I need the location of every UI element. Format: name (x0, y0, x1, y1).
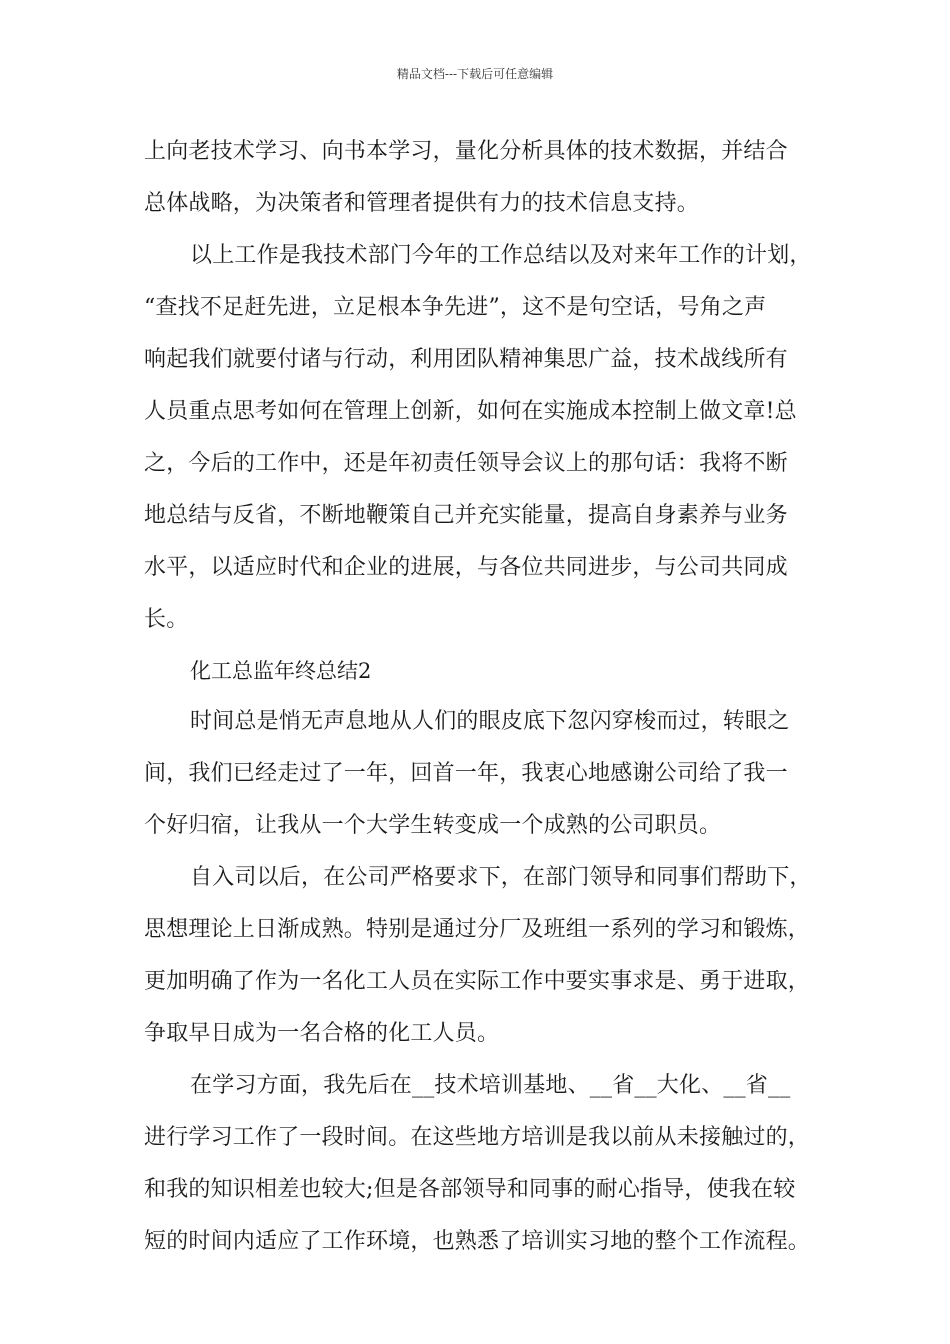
paragraph (144, 852, 826, 1060)
text-line: 思想理论上日渐成熟。特别是通过分厂及班组一系列的学习和锻炼， (144, 917, 811, 942)
text-line: 间，我们已经走过了一年，回首一年，我衷心地感谢公司给了我一 (144, 761, 788, 786)
text-line: 上向老技术学习、向书本学习，量化分析具体的技术数据，并结合 (144, 139, 788, 164)
paragraph (144, 696, 826, 852)
text-line: 在学习方面，我先后在__技术培训基地、__省__大化、__省__ (190, 1073, 791, 1098)
text-line: 时间总是悄无声息地从人们的眼皮底下忽闪穿梭而过，转眼之 (190, 709, 790, 734)
text-line: 进行学习工作了一段时间。在这些地方培训是我以前从未接触过的， (144, 1125, 811, 1150)
text-line: 长。 (144, 607, 189, 632)
text-line: 争取早日成为一名合格的化工人员。 (144, 1021, 500, 1046)
text-line: 个好归宿，让我从一个大学生转变成一个成熟的公司职员。 (144, 813, 722, 838)
text-line: 自入司以后，在公司严格要求下，在部门领导和同事们帮助下， (190, 865, 812, 890)
text-line: 短的时间内适应了工作环境，也熟悉了培训实习地的整个工作流程。 (144, 1229, 811, 1254)
text-line: 响起我们就要付诸与行动，利用团队精神集思广益，技术战线所有 (144, 347, 788, 372)
text-line: “查找不足赶先进，立足根本争先进”，这不是句空话，号角之声 (144, 295, 767, 320)
text-line: 更加明确了作为一名化工人员在实际工作中要实事求是、勇于进取， (144, 969, 811, 994)
paragraph (144, 230, 826, 646)
text-line: 人员重点思考如何在管理上创新，如何在实施成本控制上做文章!总 (144, 399, 797, 424)
text-line: 水平，以适应时代和企业的进展，与各位共同进步，与公司共同成 (144, 555, 788, 580)
text-line: 地总结与反省，不断地鞭策自己并充实能量，提高自身素养与业务 (144, 503, 788, 528)
text-line: 之，今后的工作中，还是年初责任领导会议上的那句话：我将不断 (144, 451, 788, 476)
paragraph (144, 1060, 826, 1268)
paragraph (144, 126, 826, 230)
page-header: 精品文档---下载后可任意编辑 (396, 67, 554, 81)
text-line: 以上工作是我技术部门今年的工作总结以及对来年工作的计划， (190, 243, 812, 268)
text-line: 和我的知识相差也较大;但是各部领导和同事的耐心指导，使我在较 (144, 1177, 796, 1202)
section-heading: 化工总监年终总结2 (190, 659, 372, 683)
document-body (144, 126, 826, 1268)
text-line: 总体战略，为决策者和管理者提供有力的技术信息支持。 (144, 191, 700, 216)
